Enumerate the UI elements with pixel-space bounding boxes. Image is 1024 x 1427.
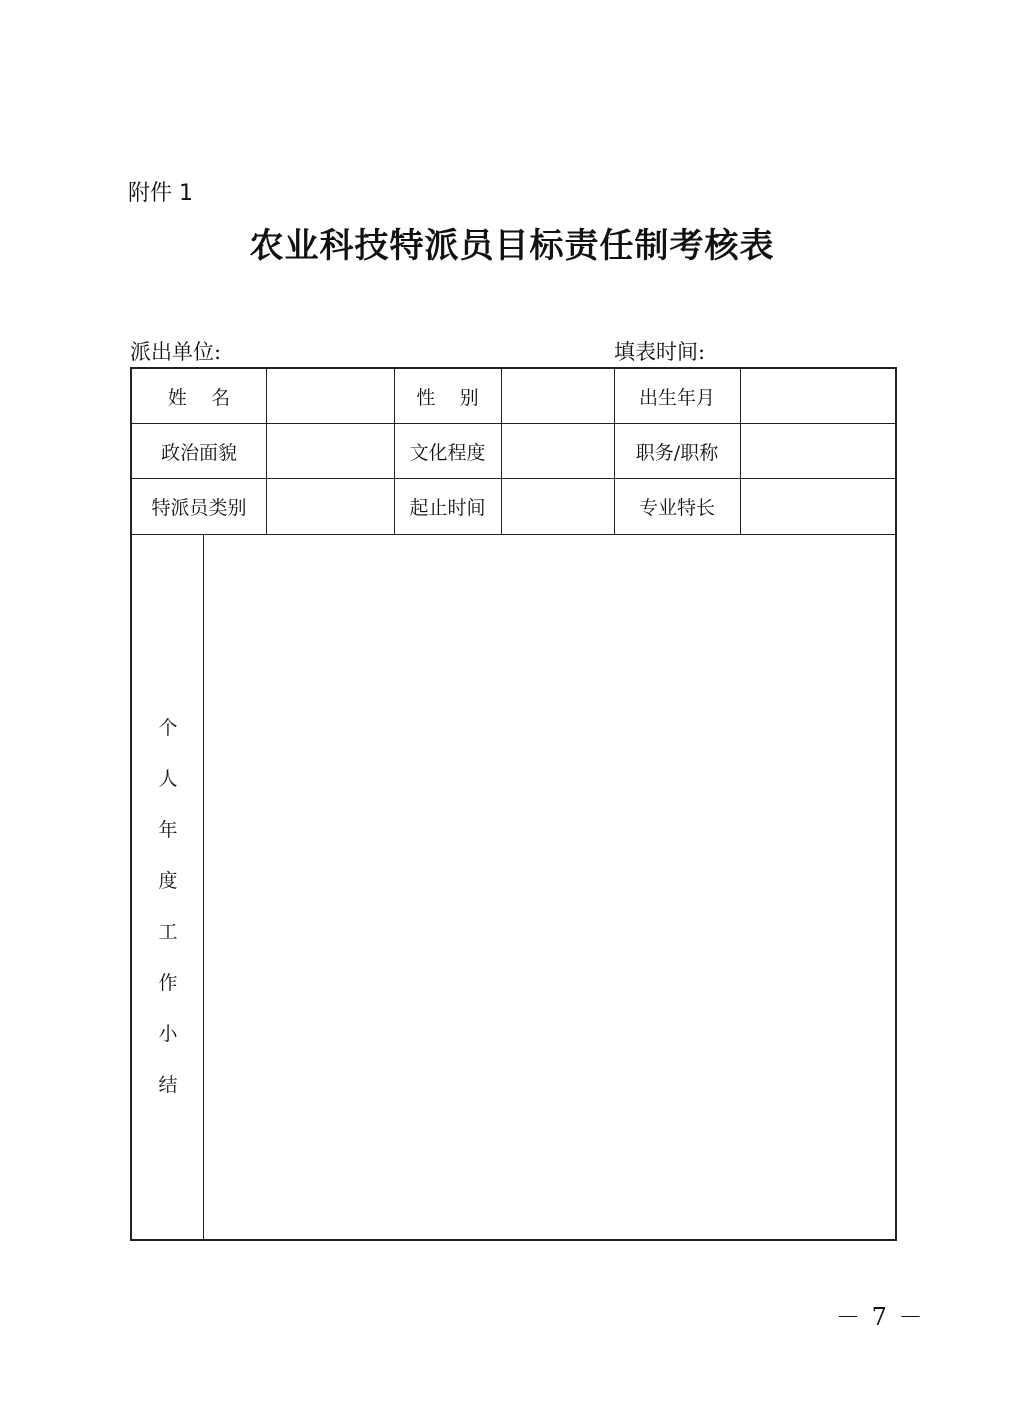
summary-label-char: 作 [158,972,178,994]
attachment-label: 附件 1 [128,181,193,206]
page-number: － 7 － [836,1303,925,1331]
period-label: 起止时间 [409,497,486,519]
annual-summary-label-column [132,535,204,1239]
position-title-label: 职务/职称 [635,441,719,464]
education-label: 文化程度 [409,441,486,464]
commissioner-type-label: 特派员类别 [151,497,247,519]
summary-label-char: 工 [158,921,178,943]
summary-label-char: 度 [158,870,178,892]
commissioner-type-value-cell[interactable] [266,479,394,534]
education-value-cell[interactable] [501,424,614,478]
political-status-value-cell[interactable] [266,424,394,478]
position-title-value-cell[interactable] [740,424,895,478]
summary-label-char: 个 [158,717,178,739]
political-status-label: 政治面貌 [160,441,237,464]
period-value-cell[interactable] [501,479,614,534]
summary-label-char: 人 [158,768,178,790]
fill-time-label: 填表时间: [614,340,706,364]
name-label: 姓 名 [167,386,231,409]
table-row-political-info [132,424,895,479]
gender-value-cell[interactable] [501,369,614,423]
table-row-basic-info [132,369,895,424]
specialty-label: 专业特长 [638,497,715,519]
summary-label-char: 年 [158,819,178,841]
annual-summary-content-cell[interactable] [204,535,895,1239]
name-value-cell[interactable] [266,369,394,423]
birth-date-value-cell[interactable] [740,369,895,423]
document-title: 农业科技特派员目标责任制考核表 [249,226,775,266]
annual-summary-section [132,535,895,1239]
annual-summary-label [132,703,204,1111]
assessment-form-table [130,367,897,1241]
specialty-value-cell[interactable] [740,479,895,534]
table-row-commissioner-info [132,479,895,535]
birth-date-label: 出生年月 [638,386,715,409]
dispatch-unit-label: 派出单位: [130,340,222,364]
summary-label-char: 小 [158,1023,178,1045]
summary-label-char: 结 [158,1074,178,1096]
gender-label: 性 别 [416,386,479,409]
